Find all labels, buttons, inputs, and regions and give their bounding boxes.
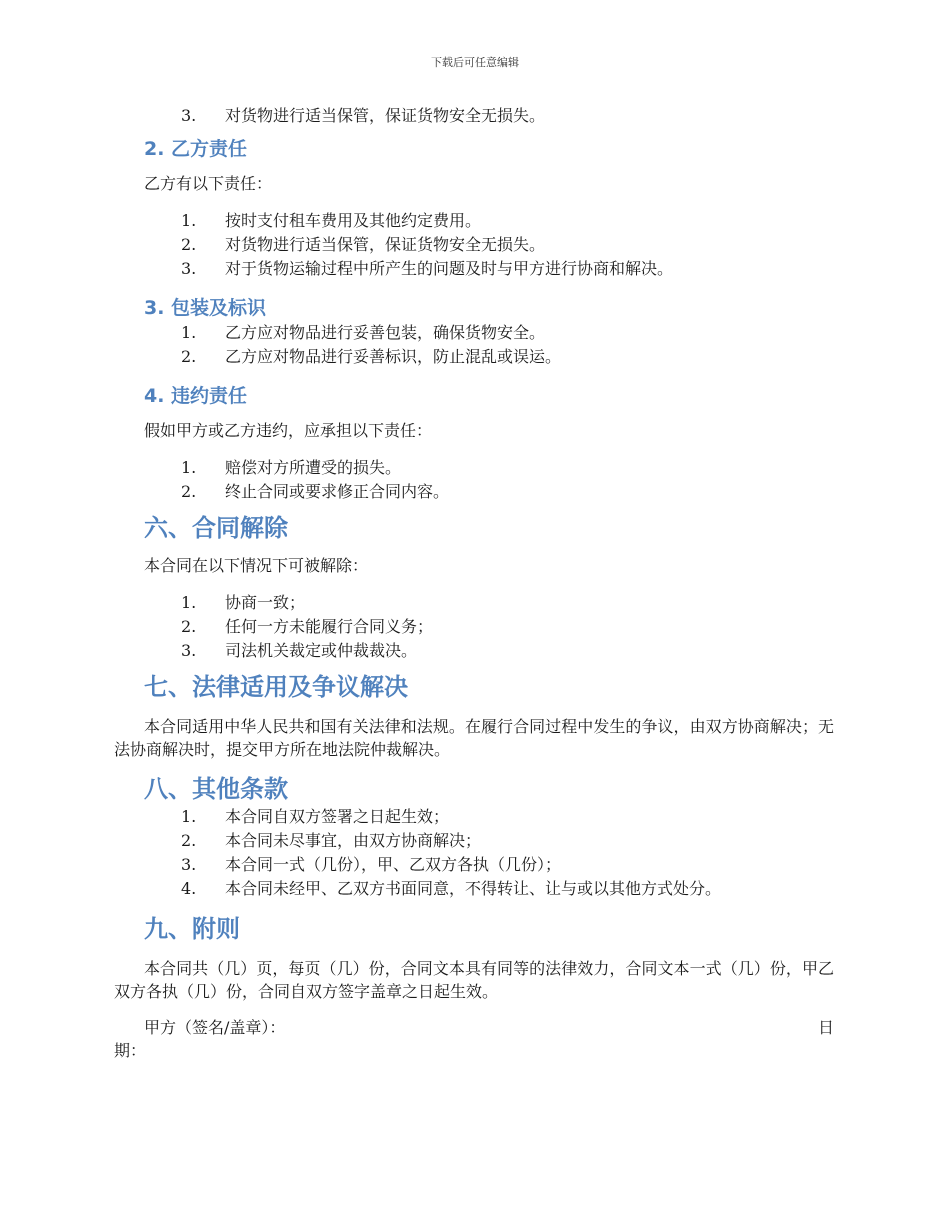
list-item — [114, 209, 834, 233]
list-number: 2. — [181, 482, 197, 501]
list-text: 司法机关裁定或仲裁裁决。 — [225, 641, 418, 660]
list-number: 1. — [181, 807, 197, 826]
list-text: 对货物进行适当保管，保证货物安全无损失。 — [225, 106, 546, 125]
list-number: 2. — [181, 831, 197, 850]
list-text: 任何一方未能履行合同义务； — [225, 617, 434, 636]
date-label: 日 — [817, 1018, 834, 1037]
list-number: 1. — [181, 211, 197, 230]
list-item — [114, 591, 834, 615]
section-intro: 假如甲方或乙方违约，应承担以下责任： — [144, 421, 433, 440]
list-text: 按时支付租车费用及其他约定费用。 — [225, 211, 482, 230]
signature-line — [114, 1016, 834, 1062]
list-number: 1. — [181, 593, 197, 612]
list-item — [114, 456, 834, 480]
paragraph-law: 本合同适用中华人民共和国有关法律和法规。在履行合同过程中发生的争议，由双方协商解决；无法协商解决时，提交甲方所在地法院仲裁解决。 — [114, 717, 834, 759]
list-item — [114, 257, 834, 281]
list-item — [114, 345, 834, 369]
list-number: 1. — [181, 458, 197, 477]
list-number: 3. — [181, 855, 197, 874]
party-a-signature-label: 甲方（签名/盖章）： — [144, 1018, 286, 1037]
list-item — [114, 480, 834, 504]
section-intro: 乙方有以下责任： — [144, 174, 273, 193]
list-breach — [114, 456, 834, 504]
list-text: 乙方应对物品进行妥善包装，确保货物安全。 — [225, 323, 546, 342]
list-text: 本合同未经甲、乙双方书面同意，不得转让、让与或以其他方式处分。 — [225, 879, 722, 898]
list-item — [114, 877, 834, 901]
list-termination — [114, 591, 834, 663]
list-other-terms — [114, 805, 834, 901]
list-item — [114, 104, 834, 128]
list-item — [114, 321, 834, 345]
list-text: 本合同一式（几份），甲、乙双方各执（几份）； — [225, 855, 562, 874]
list-text: 本合同自双方签署之日起生效； — [225, 807, 450, 826]
list-number: 2. — [181, 235, 197, 254]
list-text: 对于货物运输过程中所产生的问题及时与甲方进行协商和解决。 — [225, 259, 674, 278]
page-header: 下载后可任意编辑 — [431, 56, 519, 69]
list-text: 本合同未尽事宜，由双方协商解决； — [225, 831, 482, 850]
section-heading-party-b: 2. 乙方责任 — [144, 138, 248, 160]
list-number: 3. — [181, 259, 197, 278]
date-label-wrap: 期： — [114, 1041, 147, 1060]
list-number: 2. — [181, 617, 197, 636]
section-heading-termination: 六、合同解除 — [144, 514, 288, 542]
list-text: 终止合同或要求修正合同内容。 — [225, 482, 450, 501]
list-item — [114, 615, 834, 639]
list-text: 乙方应对物品进行妥善标识，防止混乱或误运。 — [225, 347, 562, 366]
section-heading-law: 七、法律适用及争议解决 — [144, 673, 408, 701]
list-number: 3. — [181, 641, 197, 660]
list-text: 对货物进行适当保管，保证货物安全无损失。 — [225, 235, 546, 254]
section-heading-appendix: 九、附则 — [144, 915, 240, 943]
section-heading-packaging: 3. 包装及标识 — [144, 297, 267, 319]
list-text: 赔偿对方所遭受的损失。 — [225, 458, 402, 477]
list-number: 4. — [181, 879, 197, 898]
list-text: 协商一致； — [225, 593, 306, 612]
section-heading-breach: 4. 违约责任 — [144, 385, 248, 407]
paragraph-appendix: 本合同共（几）页，每页（几）份，合同文本具有同等的法律效力，合同文本一式（几）份，甲乙双方各执（几）份，合同自双方签字盖章之日起生效。 — [114, 959, 834, 1001]
section-heading-other-terms: 八、其他条款 — [144, 775, 288, 803]
list-number: 2. — [181, 347, 197, 366]
list-item — [114, 853, 834, 877]
list-number: 3. — [181, 106, 197, 125]
list-number: 1. — [181, 323, 197, 342]
list-packaging — [114, 321, 834, 369]
list-item — [114, 639, 834, 663]
list-party-b — [114, 209, 834, 281]
list-item — [114, 233, 834, 257]
list-item — [114, 829, 834, 853]
document-body — [114, 104, 834, 1062]
section-intro: 本合同在以下情况下可被解除： — [144, 556, 369, 575]
list-item — [114, 805, 834, 829]
